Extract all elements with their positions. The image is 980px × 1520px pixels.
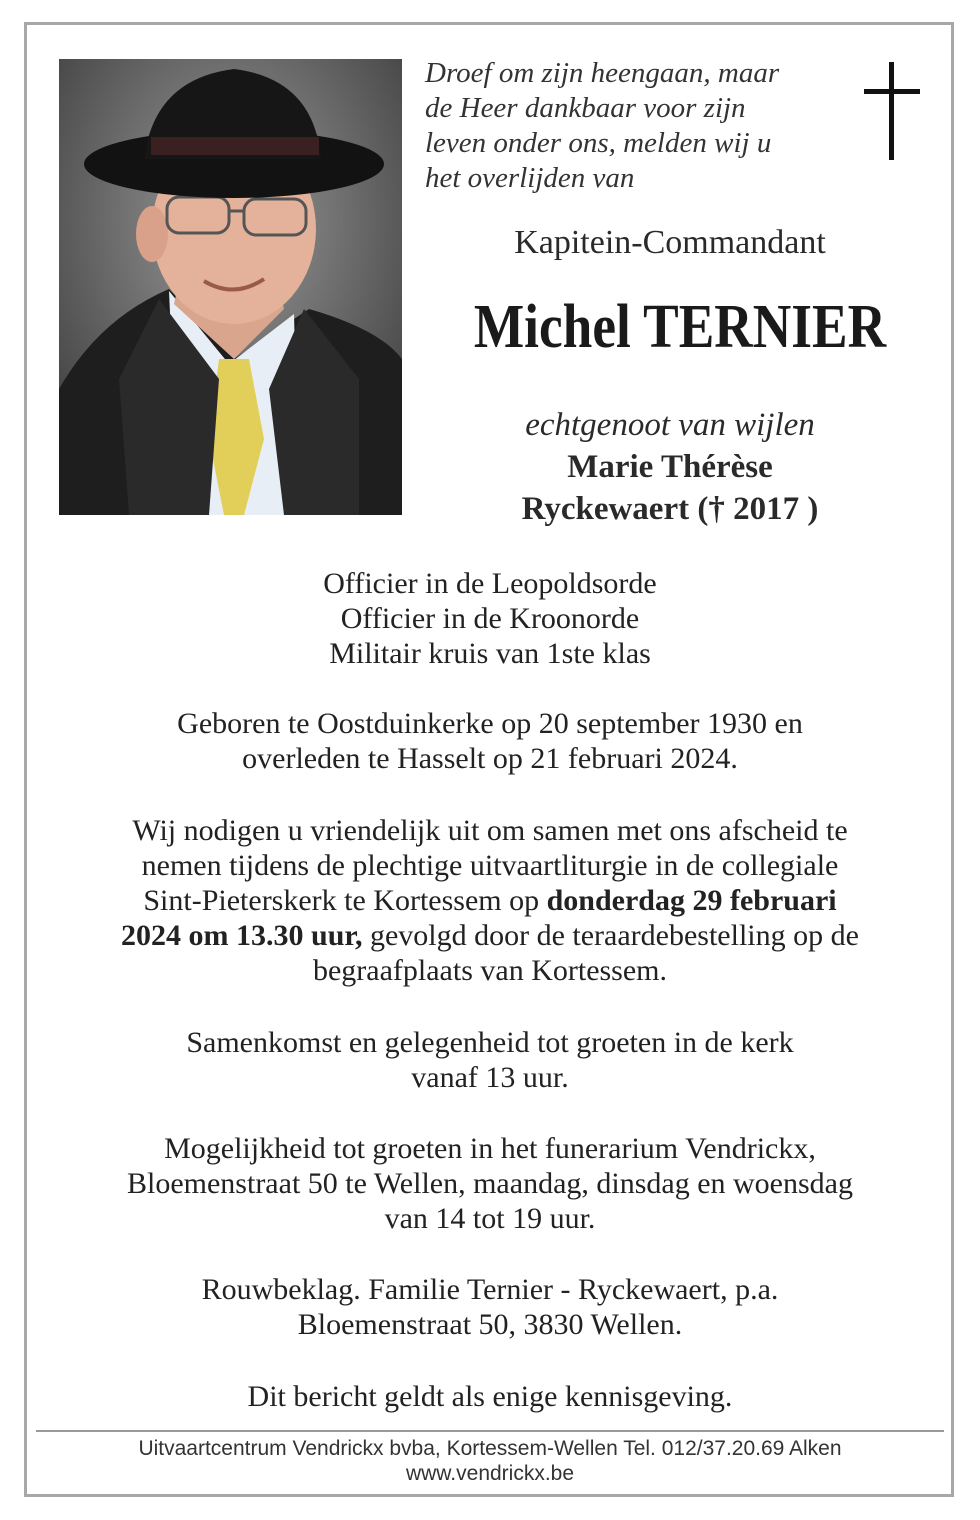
invitation-text: Sint-Pieterskerk te Kortessem op: [143, 884, 547, 917]
cross-icon: [862, 62, 922, 160]
spouse-name: Marie Thérèse: [567, 449, 773, 485]
condolence-line: Rouwbeklag. Familie Ternier - Ryckewaert, p.a.: [201, 1273, 779, 1306]
honor-line: Officier in de Leopoldsorde: [323, 567, 657, 600]
gathering-line: vanaf 13 uur.: [411, 1061, 569, 1094]
condolences: [40, 1272, 940, 1342]
birth-death: [40, 706, 940, 776]
intro-line: het overlijden van: [425, 162, 635, 194]
intro-line: Droef om zijn heengaan, maar: [425, 57, 780, 89]
funeral-date: donderdag 29 februari: [546, 884, 837, 917]
spouse-intro: echtgenoot van wijlen: [525, 407, 815, 443]
portrait-photo: [59, 59, 402, 515]
footer-divider: [36, 1430, 944, 1432]
visitation-line: van 14 tot 19 uur.: [384, 1202, 596, 1235]
invitation: [40, 813, 940, 988]
visitation: [40, 1131, 940, 1236]
spouse-name-cont: Ryckewaert († 2017 ): [521, 491, 819, 527]
website-link[interactable]: www.vendrickx.be: [405, 1462, 575, 1485]
invitation-line: nemen tijdens de plechtige uitvaartliturgie in de collegiale: [141, 849, 839, 882]
funeral-time: 2024 om 13.30 uur,: [121, 919, 363, 952]
visitation-line: Mogelijkheid tot groeten in het funerarium Vendrickx,: [164, 1132, 816, 1165]
honors: [40, 566, 940, 671]
birth-line: Geboren te Oostduinkerke op 20 september 1930 en: [177, 707, 803, 740]
condolence-line: Bloemenstraat 50, 3830 Wellen.: [297, 1308, 683, 1341]
gathering: [40, 1025, 940, 1095]
spouse-info: [420, 404, 920, 530]
intro-line: leven onder ons, melden wij u: [425, 127, 772, 159]
visitation-line: Bloemenstraat 50 te Wellen, maandag, dinsdag en woensdag: [127, 1167, 853, 1200]
invitation-line: begraafplaats van Kortessem.: [312, 954, 668, 987]
funeral-home-line: Uitvaartcentrum Vendrickx bvba, Kortessem-Wellen Tel. 012/37.20.69 Alken: [138, 1437, 842, 1460]
death-line: overleden te Hasselt op 21 februari 2024.: [242, 742, 738, 775]
invitation-line: [40, 918, 940, 953]
intro-text: [425, 56, 845, 196]
footer: [36, 1436, 944, 1486]
gathering-line: Samenkomst en gelegenheid tot groeten in de kerk: [186, 1026, 794, 1059]
rank-title: Kapitein-Commandant: [514, 224, 826, 261]
deceased-name: Michel TERNIER: [473, 293, 887, 361]
invitation-line: [40, 883, 940, 918]
notice: Dit bericht geldt als enige kennisgeving.: [247, 1380, 733, 1413]
intro-line: de Heer dankbaar voor zijn: [425, 92, 746, 124]
honor-line: Officier in de Kroonorde: [340, 602, 640, 635]
honor-line: Militair kruis van 1ste klas: [329, 637, 651, 670]
invitation-text: gevolgd door de teraardebestelling op de: [362, 919, 859, 952]
invitation-line: Wij nodigen u vriendelijk uit om samen met ons afscheid te: [132, 814, 848, 847]
